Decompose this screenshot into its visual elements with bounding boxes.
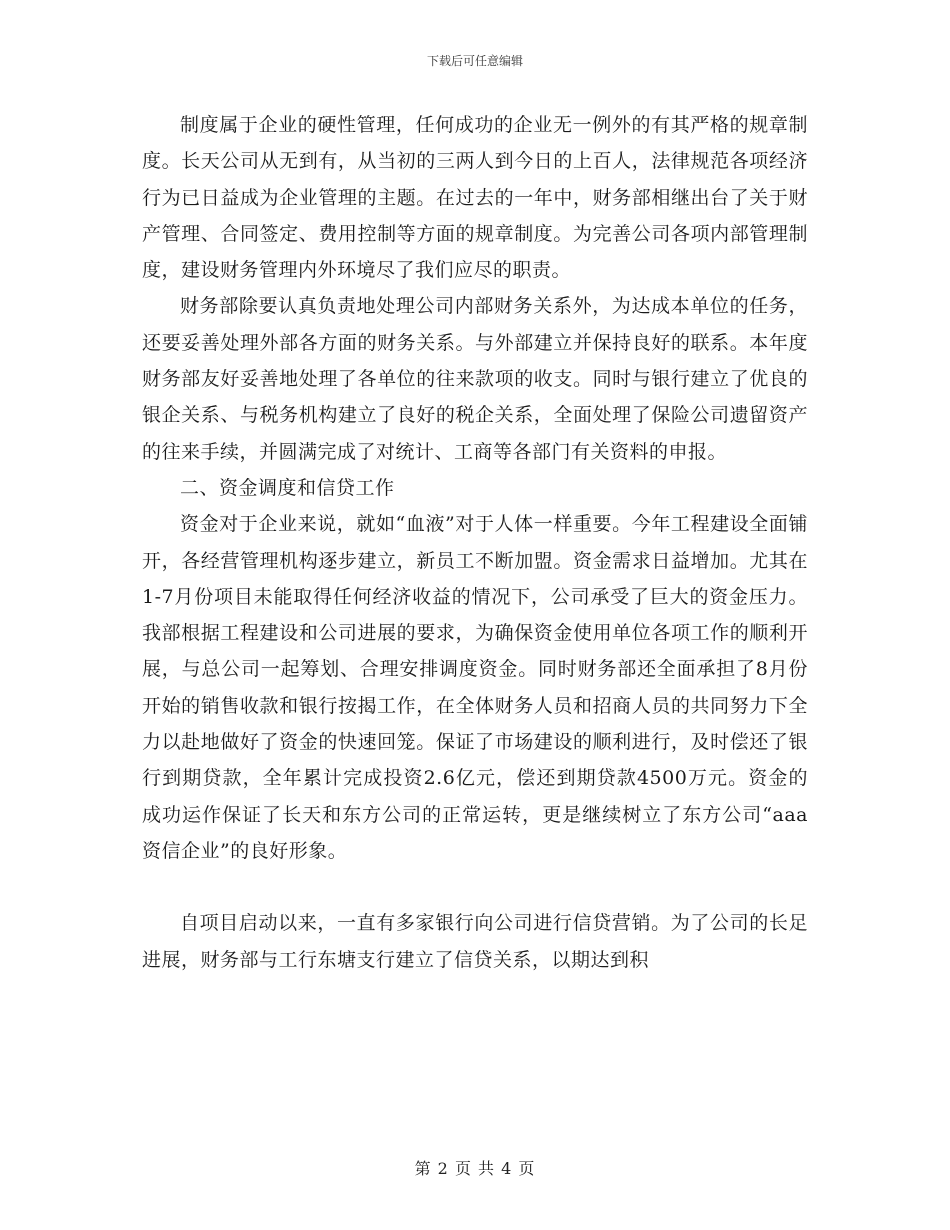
- paragraph-funds-dispatch: 资金对于企业来说，就如“血液”对于人体一样重要。今年工程建设全面铺开，各经营管理机构逐步建立，新员工不断加盟。资金需求日益增加。尤其在1-7月份项目未能取得任何经济收益的情况下，公司承受了巨大的资金压力。我部根据工程建设和公司进展的要求，为确保资金使用单位各项工作的顺利开展，与总公司一起筹划、合理安排调度资金。同时财务部还全面承担了8月份开始的销售收款和银行按揭工作，在全体财务人员和招商人员的共同努力下全力以赴地做好了资金的快速回笼。保证了市场建设的顺利进行，及时偿还了银行到期贷款，全年累计完成投资2.6亿元，偿还到期贷款4500万元。资金的成功运作保证了长天和东方公司的正常运转，更是继续树立了东方公司“aaa资信企业”的良好形象。: [142, 513, 808, 862]
- page-header-note: 下载后可任意编辑: [426, 54, 523, 68]
- page-number-footer: 第 2 页 共 4 页: [414, 1159, 536, 1178]
- paragraph-external-relations: 财务部除要认真负责地处理公司内部财务关系外，为达成本单位的任务，还要妥善处理外部各方面的财务关系。与外部建立并保持良好的联系。本年度财务部友好妥善地处理了各单位的往来款项的收支。同时与银行建立了优良的银企关系、与税务机构建立了良好的税企关系，全面处理了保险公司遗留资产的往来手续，并圆满完成了对统计、工商等各部门有关资料的申报。: [142, 295, 808, 463]
- paragraph-gap: [142, 869, 808, 905]
- paragraph-credit-marketing: 自项目启动以来，一直有多家银行向公司进行信贷营销。为了公司的长足进展，财务部与工行东塘支行建立了信贷关系，以期达到积: [142, 912, 808, 971]
- paragraph-rules-regulations: 制度属于企业的硬性管理，任何成功的企业无一例外的有其严格的规章制度。长天公司从无到有，从当初的三两人到今日的上百人，法律规范各项经济行为已日益成为企业管理的主题。在过去的一年中，财务部相继出台了关于财产管理、合同签定、费用控制等方面的规章制度。为完善公司各项内部管理制度，建设财务管理内外环境尽了我们应尽的职责。: [142, 114, 808, 282]
- section-heading-funds-credit: 二、资金调度和信贷工作: [180, 476, 395, 499]
- document-body: [142, 107, 808, 978]
